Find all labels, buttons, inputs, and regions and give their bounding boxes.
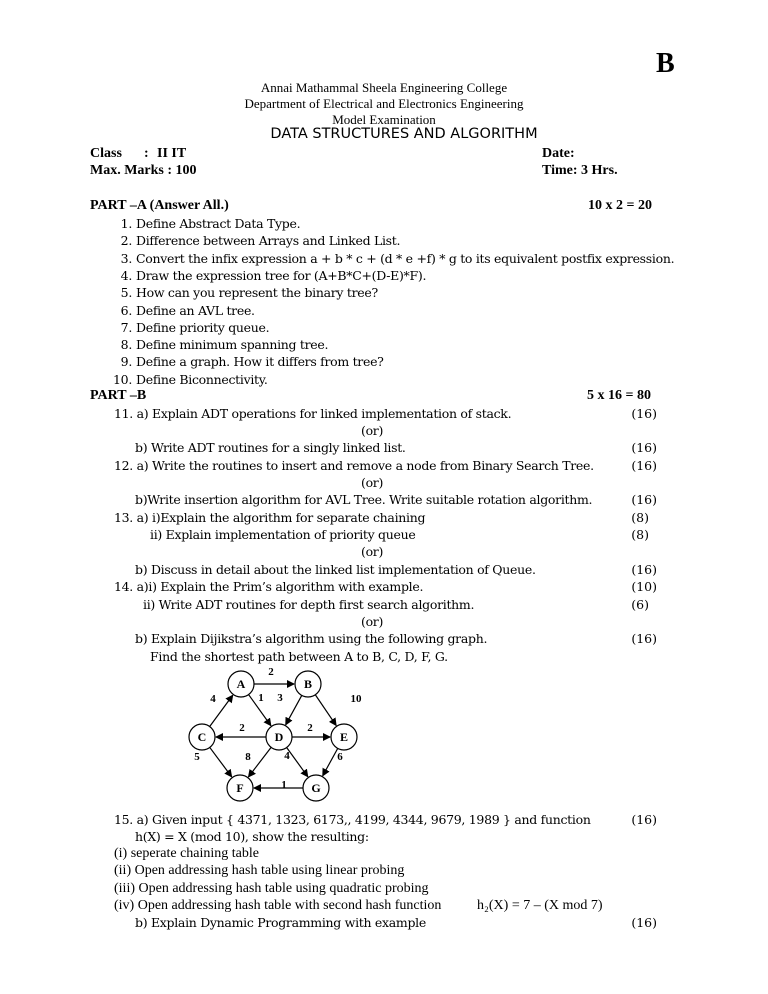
part-a-question-text: Define an AVL tree. (136, 302, 255, 318)
q11-b: b) Write ADT routines for a singly linked list. (135, 440, 406, 455)
graph-edge-b-e (315, 695, 336, 726)
part-a-question-text: Difference between Arrays and Linked List. (136, 233, 401, 249)
graph-node-label: D (274, 730, 284, 744)
q15-option-i: (i) seperate chaining table (114, 846, 259, 861)
edge-weight-label: 10 (350, 693, 362, 705)
q13-or: (or) (361, 544, 384, 559)
q15-option-iv: (iv) Open addressing hash table with second hash function (114, 898, 442, 913)
edge-weight-label: 2 (239, 722, 245, 734)
part-a-question-text: Define Biconnectivity. (136, 371, 268, 387)
graph-nodes (189, 671, 357, 801)
dijkstra-graph (180, 664, 380, 804)
part-a-question-number: 1. (120, 216, 132, 231)
college-name: Annai Mathammal Sheela Engineering College (260, 80, 508, 95)
q14-a1-marks: (10) (631, 579, 657, 594)
graph-node-label: B (303, 677, 313, 691)
graph-node-label: G (311, 781, 321, 795)
part-a-question-text: Draw the expression tree for (A+B*C+(D-E)*F). (136, 267, 427, 283)
q14-b: b) Explain Dijikstra’s algorithm using the following graph. (135, 631, 488, 646)
q13-a1-marks: (8) (631, 510, 649, 525)
class-value: II IT (157, 146, 187, 161)
q15-option-ii: (ii) Open addressing hash table using linear probing (114, 863, 405, 878)
q12-or: (or) (361, 475, 384, 490)
q15-option-iii: (iii) Open addressing hash table using quadratic probing (114, 881, 429, 896)
graph-node-label: A (236, 677, 246, 691)
part-a-question-number: 5. (120, 285, 132, 301)
edge-weight-label: 5 (194, 751, 200, 763)
q13-a2: ii) Explain implementation of priority queue (150, 527, 416, 542)
part-a-question-number: 3. (120, 250, 132, 266)
graph-edge-b-d (286, 695, 302, 724)
edge-weight-label: 8 (245, 751, 251, 763)
q11-a-marks: (16) (631, 406, 657, 421)
part-b-title: PART –B (90, 388, 147, 403)
graph-edge-c-f (210, 747, 232, 776)
edge-weight-label: 6 (337, 751, 343, 763)
graph-node-label: E (339, 730, 349, 744)
part-a-question-number: 9. (120, 354, 132, 370)
part-a-question-text: Define minimum spanning tree. (136, 337, 329, 353)
q13-a2-marks: (8) (631, 527, 649, 542)
graph-node-label: C (197, 730, 207, 744)
q15-b-marks: (16) (631, 915, 657, 930)
q15-b: b) Explain Dynamic Programming with example (135, 915, 426, 930)
edge-weight-label: 2 (268, 666, 274, 678)
part-a-question-text: Convert the infix expression a + b * c + (d * e +f) * g to its equivalent postfix expression. (136, 250, 675, 266)
exam-name: Model Examination (332, 112, 436, 127)
part-a-question-number: 6. (120, 302, 132, 318)
part-a-question-number: 10. (113, 371, 132, 387)
class-separator: : (144, 146, 149, 161)
q14-a1: 14. a)i) Explain the Prim’s algorithm with example. (114, 579, 424, 594)
part-a-marks: 10 x 2 = 20 (588, 198, 652, 213)
q12-b: b)Write insertion algorithm for AVL Tree. Write suitable rotation algorithm. (135, 492, 593, 507)
q14-b-subline: Find the shortest path between A to B, C, D, F, G. (150, 649, 448, 664)
q14-b-marks: (16) (631, 631, 657, 646)
part-a-question-text: Define a graph. How it differs from tree? (136, 354, 384, 370)
q14-or: (or) (361, 614, 384, 629)
q12-a: 12. a) Write the routines to insert and remove a node from Binary Search Tree. (114, 458, 594, 473)
paper-set-letter: B (656, 48, 675, 79)
max-marks: Max. Marks : 100 (90, 163, 197, 178)
graph-node-label: F (236, 781, 244, 795)
q14-a2-marks: (6) (631, 597, 649, 612)
time-label: Time: 3 Hrs. (542, 163, 618, 178)
edge-weight-label: 1 (281, 779, 287, 791)
q14-a2: ii) Write ADT routines for depth first search algorithm. (143, 597, 475, 612)
q13-b: b) Discuss in detail about the linked list implementation of Queue. (135, 562, 536, 577)
date-label: Date: (542, 146, 575, 161)
edge-weight-label: 1 (258, 692, 264, 704)
edge-weight-label: 3 (277, 692, 283, 704)
class-label: Class (90, 146, 122, 161)
part-a-question-number: 4. (120, 267, 132, 283)
part-a-question-text: Define Abstract Data Type. (136, 216, 301, 231)
part-a-question-text: How can you represent the binary tree? (136, 285, 378, 301)
q15-a-function: h(X) = X (mod 10), show the resulting: (135, 829, 369, 844)
graph-edge-d-f (249, 747, 272, 777)
part-a-question-text: Define priority queue. (136, 319, 270, 335)
department-name: Department of Electrical and Electronics Engineering (244, 96, 524, 111)
q13-a1: 13. a) i)Explain the algorithm for separate chaining (114, 510, 426, 525)
part-a-question-number: 7. (120, 319, 132, 335)
part-a-question-number: 8. (120, 337, 132, 353)
q11-or: (or) (361, 423, 384, 438)
edge-weight-label: 4 (284, 750, 290, 762)
q12-b-marks: (16) (631, 492, 657, 507)
part-b-marks: 5 x 16 = 80 (587, 388, 651, 403)
graph-edge-e-g (323, 748, 338, 775)
q11-b-marks: (16) (631, 440, 657, 455)
edge-weight-label: 2 (307, 722, 313, 734)
part-a-question-number: 2. (120, 233, 132, 249)
q15-a: 15. a) Given input { 4371, 1323, 6173,, 4199, 4344, 9679, 1989 } and function (114, 812, 591, 827)
part-a-title: PART –A (Answer All.) (90, 198, 229, 213)
graph-edge-d-g (287, 748, 308, 777)
q15-option-iv-function: h₂(X) = 7 – (X mod 7) (477, 898, 603, 913)
edge-weight-label: 4 (210, 693, 216, 705)
q13-b-marks: (16) (631, 562, 657, 577)
q12-a-marks: (16) (631, 458, 657, 473)
q11-a: 11. a) Explain ADT operations for linked implementation of stack. (114, 406, 512, 421)
subject-title: DATA STRUCTURES AND ALGORITHM (270, 126, 538, 142)
q15-a-marks: (16) (631, 812, 657, 827)
